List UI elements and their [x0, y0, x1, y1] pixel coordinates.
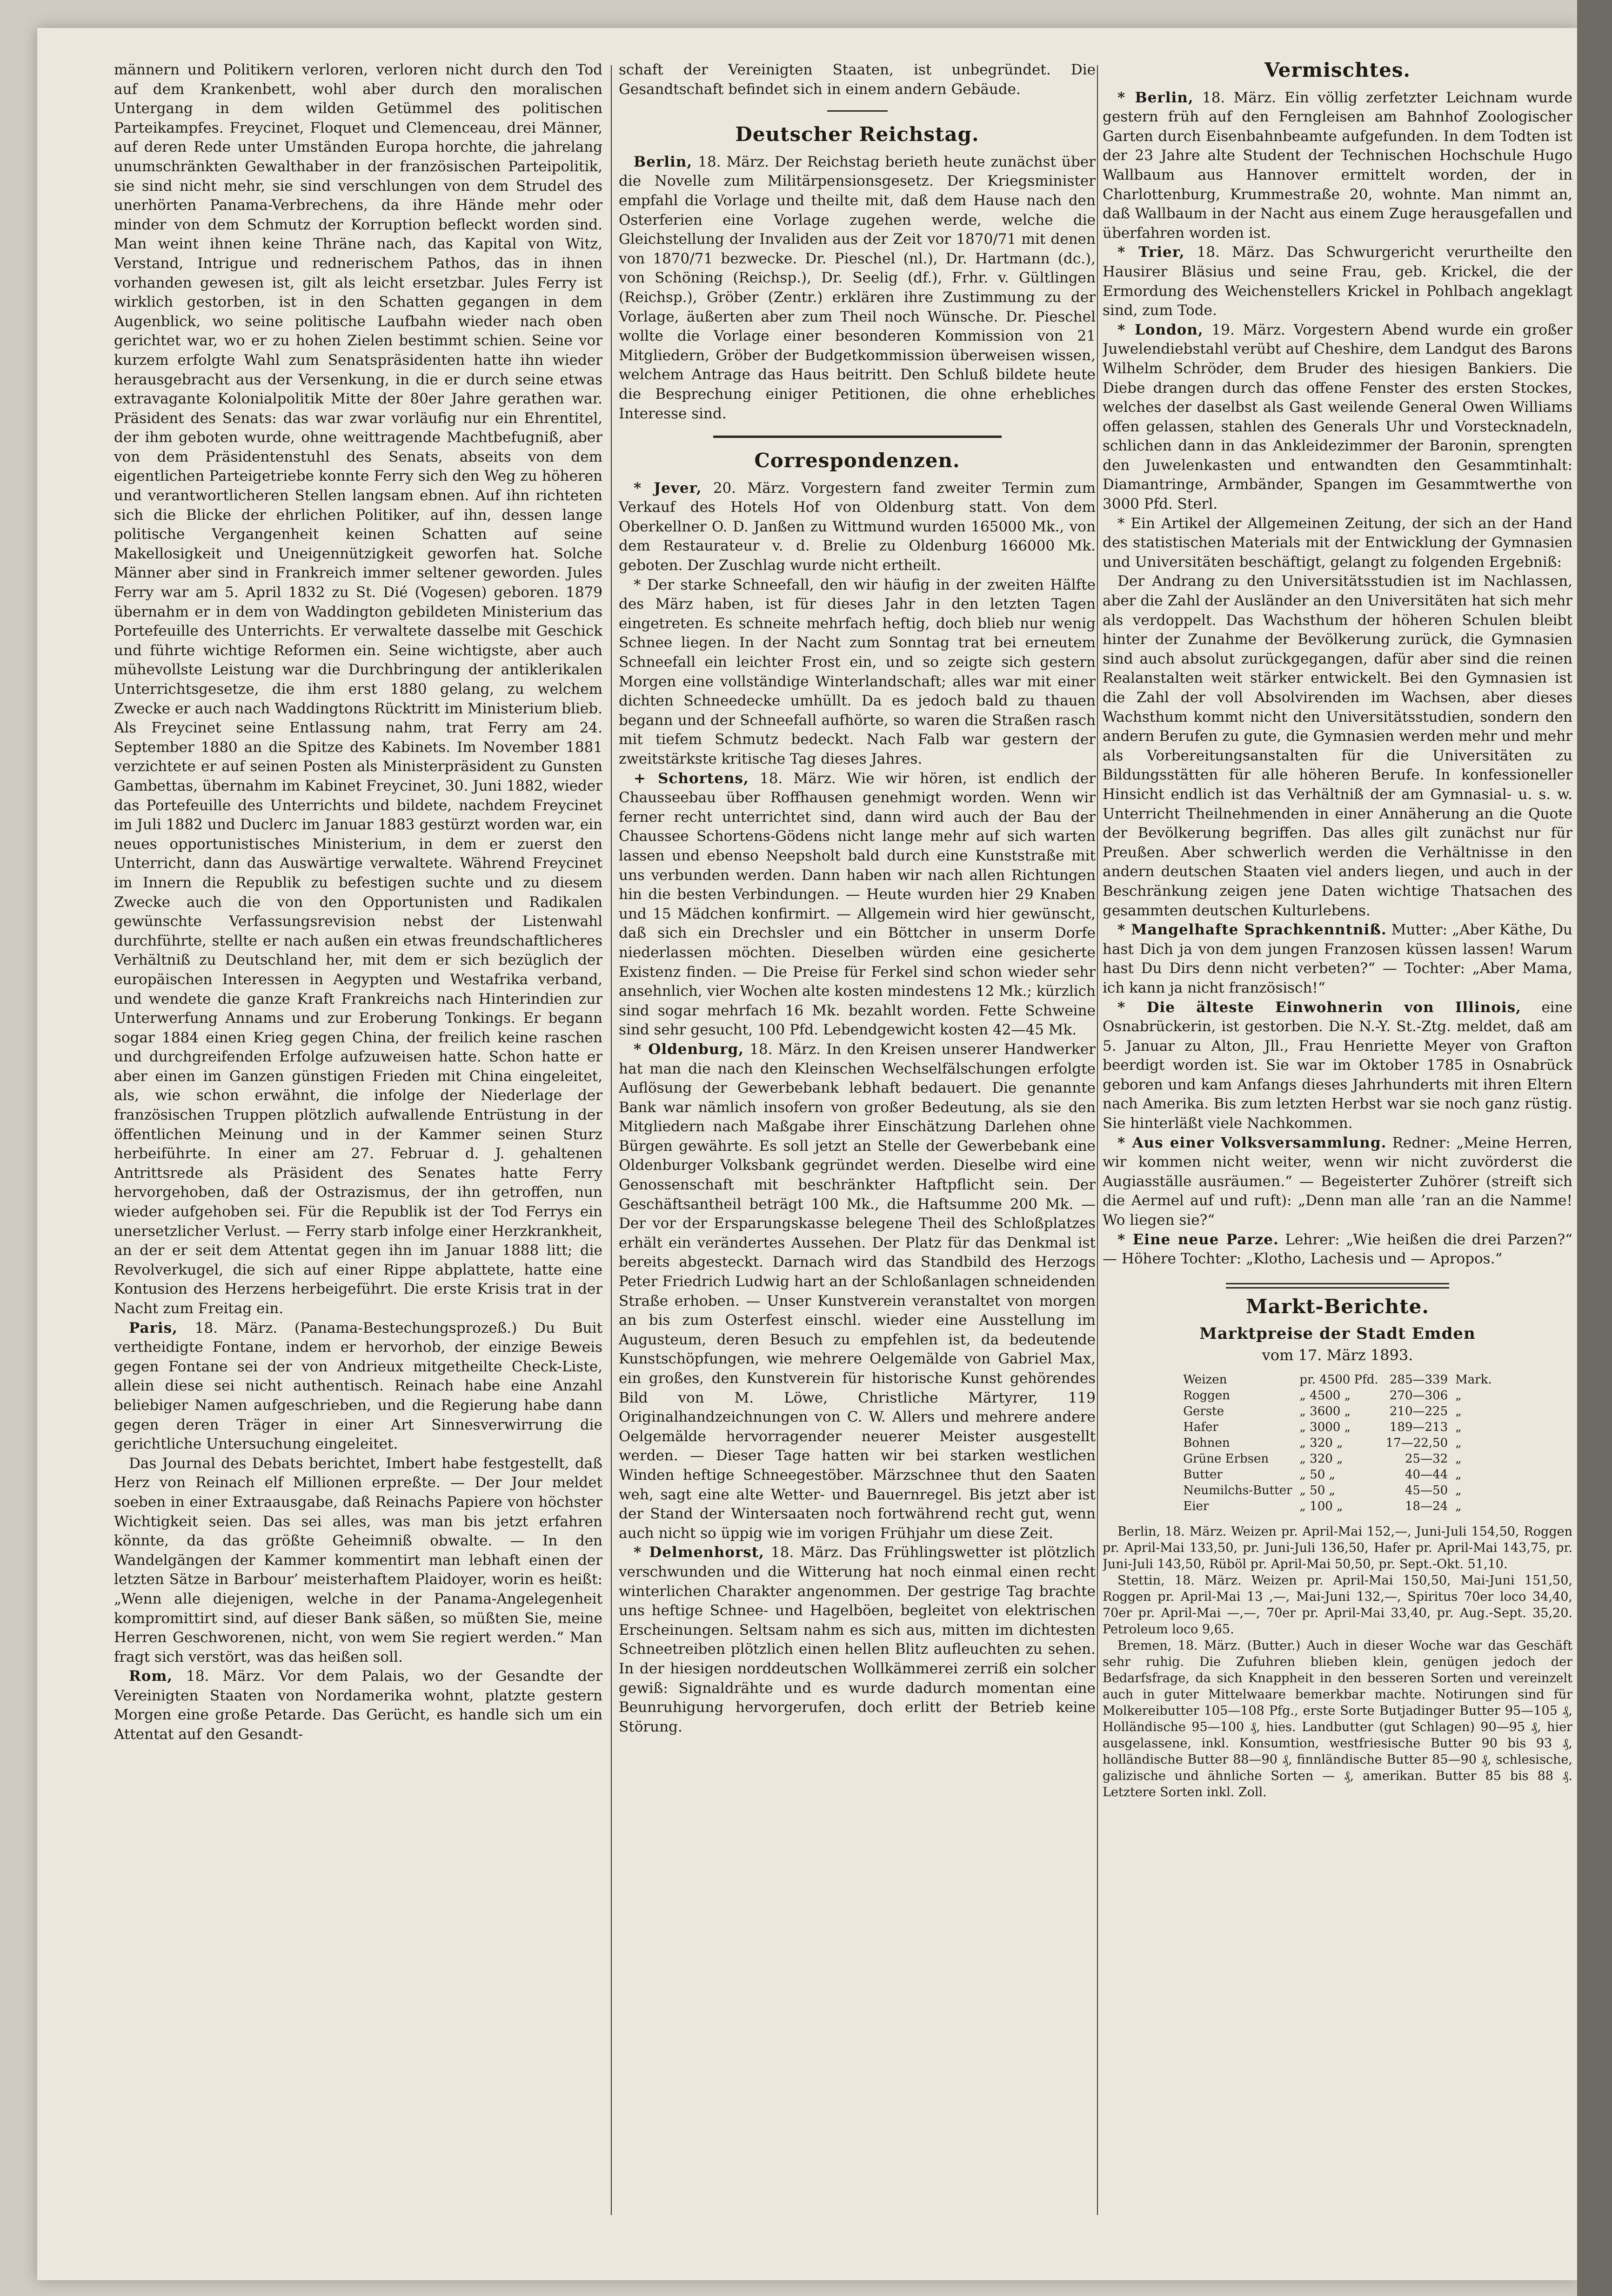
- unit: „ 50 „: [1299, 1467, 1335, 1482]
- article-berlin: [1103, 88, 1572, 243]
- dateline: * Die älteste Einwohnerin von Illinois,: [1117, 999, 1521, 1016]
- article-body: Redner: „Meine Herren, wir kommen nicht weiter, wenn wir nicht zuvörderst die Augiasställe ausräumen.“ — Begeisterter Zuhörer (streift sich die Aermel auf und ruft): „Denn man alle ’ran an die Namme! Wo liegen sie?“: [1103, 1134, 1572, 1229]
- unit: „ 320 „: [1299, 1436, 1343, 1450]
- article-paragraph: Das Journal des Debats berichtet, Imbert habe festgestellt, daß Herz von Reinach elf Millionen erpreßte. — Der Jour meldet soeben in einer Extraausgabe, daß Reinachs Papiere von höchster Wichtigkeit seien. Das sei alles, was man bis jetzt erfahren könnte, da das größte Geheimniß obwalte. — In den Wandelgängen der Kammer kommentirt man lebhaft einen der letzten Sätze in Barbour’ meisterhaftem Plaidoyer, worin es heißt: „Wenn alle diejenigen, welche in der Panama-Angelegenheit kompromittirt sind, auf dieser Bank säßen, so müßten Sie, meine Herren Geschworenen, nicht, von wem Sie regiert werden.“ Man fragt sich verstört, was das heißen soll.: [114, 1455, 602, 1665]
- price-table: [1179, 1372, 1495, 1514]
- article-body: eine Osnabrückerin, ist gestorben. Die N.-Y. St.-Ztg. meldet, daß am 5. Januar zu Alton, Jll., Frau Henriette Meyer von Grafton beerdigt worden ist. Sie war im Oktober 1785 in Osnabrück geboren und kam Anfangs dieses Jahrhunderts mit ihren Eltern nach Amerika. Bis zum letzten Herbst war sie noch ganz rüstig. Sie hinterläßt viele Nachkommen.: [1103, 999, 1572, 1132]
- price-range: 210—225: [1389, 1404, 1448, 1418]
- unit: „ 100 „: [1299, 1499, 1343, 1513]
- dateline: * Eine neue Parze.: [1117, 1231, 1279, 1248]
- divider: [1226, 1283, 1449, 1289]
- article-body: Lehrer: „Wie heißen die drei Parzen?“ — Höhere Tochter: „Klotho, Lachesis und — Apropos.“: [1103, 1231, 1572, 1268]
- article-oldenburg: [619, 1040, 1096, 1543]
- dateline: * Delmenhorst,: [634, 1544, 764, 1561]
- article-berlin: [619, 153, 1096, 423]
- article-volksversammlung: [1103, 1134, 1572, 1230]
- column-rule: [611, 65, 612, 2215]
- unit: „ 3600 „: [1299, 1404, 1351, 1418]
- column-3: [1103, 60, 1572, 2229]
- market-report-stettin: Stettin, 18. März. Weizen pr. April-Mai 150,50, Mai-Juni 151,50, Roggen pr. April-Mai 13 ,—, Mai-Juni 132,—, Spiritus 70er loco 34,40, 70er pr. April-Mai —,—, 70er pr. April-Mai 33,40, pr. Aug.-Sept. 35,20. Petroleum loco 9,65.: [1103, 1573, 1572, 1637]
- dateline: * Trier,: [1117, 244, 1185, 261]
- article-parze: [1103, 1230, 1572, 1269]
- price-range: 17—22,50: [1385, 1436, 1448, 1450]
- article-continuation: schaft der Vereinigten Staaten, ist unbegründet. Die Gesandtschaft befindet sich in einem andern Gebäude.: [619, 61, 1096, 98]
- unit: „ 3000 „: [1299, 1420, 1351, 1434]
- dateline: Rom,: [129, 1668, 173, 1685]
- currency: „: [1455, 1451, 1462, 1466]
- dateline: * Jever,: [634, 479, 702, 497]
- article-delmenhorst: [619, 1543, 1096, 1737]
- article-body: 18. März. Wie wir hören, ist endlich der Chausseebau über Roffhausen genehmigt worden. Wenn wir ferner recht unterrichtet sind, dann wird auch der Bau der Chaussee Schortens-Gödens nicht lange mehr auf sich warten lassen und ebenso Neepsholt bald durch eine Kunststraße mit uns verbunden werden. Dann haben wir nach allen Richtungen hin die besten Verbindungen. — Heute wurden hier 29 Knaben und 15 Mädchen konfirmirt. — Allgemein wird hier gewünscht, daß sich ein Drechsler und ein Böttcher in unserm Dorfe niederlassen möchten. Dieselben würden eine gesicherte Existenz finden. — Die Preise für Ferkel sind schon wieder sehr ansehnlich, vier Wochen alte kosten mindestens 12 Mk.; kürzlich sind sogar mehrfach 16 Mk. bezahlt worden. Fette Schweine sind sehr gesucht, 100 Pfd. Lebendgewicht kosten 42—45 Mk.: [619, 770, 1096, 1039]
- article-body: 18. März. (Panama-Bestechungsprozeß.) Du Buit vertheidigte Fontane, indem er hervorhob, der einzige Beweis gegen Fontane sei der von Andrieux mitgetheilte Check-Liste, allein diese sei nicht authentisch. Reinach habe eine Anzahl beliebiger Namen aufgeschrieben, und die Regierung habe dann gegen deren Träger in einer Art Sinnesverwirrung die gerichtliche Untersuchung eingeleitet.: [114, 1319, 602, 1453]
- section-heading-reichstag: Deutscher Reichstag.: [735, 123, 979, 146]
- price-row: [1179, 1403, 1495, 1419]
- commodity: Gerste: [1183, 1404, 1224, 1418]
- article-body: 18. März. Das Frühlingswetter ist plötzlich verschwunden und die Witterung hat noch einmal einen recht winterlichen Charakter angenommen. Der gestrige Tag brachte uns heftige Schnee- und Hagelböen, begleitet von elektrischen Erscheinungen. Seltsam nahm es sich aus, mitten im dichtesten Schneetreiben plötzlich einen hellen Blitz aufleuchten zu sehen. In der hiesigen norddeutschen Wollkämmerei zerriß ein solcher gewiß: Signaldrähte und es wurde dadurch momentan eine Beunruhigung hervorgerufen, doch erlitt der Betrieb keine Störung.: [619, 1544, 1096, 1735]
- price-row: [1179, 1483, 1495, 1498]
- price-range: 270—306: [1389, 1388, 1448, 1403]
- price-row: [1179, 1419, 1495, 1435]
- article-illinois: [1103, 998, 1572, 1134]
- unit: „ 50 „: [1299, 1483, 1335, 1497]
- price-row: [1179, 1388, 1495, 1403]
- price-row: [1179, 1467, 1495, 1483]
- article-schortens: [619, 769, 1096, 1040]
- divider: [713, 436, 1002, 438]
- column-rule: [1097, 65, 1098, 2215]
- dateline: * Aus einer Volksversammlung.: [1117, 1134, 1387, 1151]
- unit: „ 4500 „: [1299, 1388, 1351, 1403]
- price-range: 40—44: [1405, 1467, 1448, 1482]
- article-body: 20. März. Vorgestern fand zweiter Termin zum Verkauf des Hotels Hof von Oldenburg statt. Von dem Oberkellner O. D. Janßen zu Wittmund wurden 165000 Mk., von dem Restaurateur v. d. Brelie zu Oldenburg 166000 Mk. geboten. Der Zuschlag wurde nicht ertheilt.: [619, 479, 1096, 574]
- page-edge: [1577, 0, 1612, 2296]
- dateline: Berlin,: [634, 153, 693, 170]
- article-paragraph: Der Andrang zu den Universitätsstudien ist im Nachlassen, aber die Zahl der Ausländer an den Universitäten hat sich mehr als verdoppelt. Das Wachsthum der höheren Schulen bleibt hinter der Zunahme der Bevölkerung zurück, die Gymnasien sind auch absolut zurückgegangen, dafür aber sind die reinen Realanstalten weit stärker entwickelt. Bei den Gymnasien ist die Zahl der voll Absolvirenden im Wachsen, aber dieses Wachsthum kommt nicht den Universitätsstudien, sondern den andern Berufen zu gute, die Gymnasien werden mehr und mehr als Vorbereitungsanstalten für die Universitäten zu Bildungsstätten für alle höheren Berufe. In konfessioneller Hinsicht endlich ist das Verhältniß der am Gymnasial- u. s. w. Unterricht Theilnehmenden in einer Annäherung an die Quote der Bevölkerung begriffen. Das alles gilt zunächst nur für Preußen. Aber schwerlich werden die Verhältnisse in den andern deutschen Staaten viel anders liegen, und auch in der Beschränkung zeigen jene Daten wichtige Thatsachen des gesammten deutschen Kulturlebens.: [1103, 573, 1572, 919]
- price-range: 285—339: [1389, 1372, 1448, 1387]
- article-body: 18. März. Vor dem Palais, wo der Gesandte der Vereinigten Staaten von Nordamerika wohnt, platzte gestern Morgen eine große Petarde. Das Gerücht, es handle sich um ein Attentat auf den Gesandt-: [114, 1668, 602, 1743]
- dateline: * Mangelhafte Sprachkenntniß.: [1117, 921, 1387, 939]
- dateline: + Schortens,: [634, 770, 749, 787]
- commodity: Neumilchs-Butter: [1183, 1483, 1292, 1497]
- divider: [827, 110, 888, 112]
- currency: „: [1455, 1499, 1462, 1513]
- market-report-berlin: Berlin, 18. März. Weizen pr. April-Mai 152,—, Juni-Juli 154,50, Roggen pr. April-Mai 133,50, pr. Juni-Juli 136,50, Hafer pr. April-Mai 143,75, pr. Juni-Juli 143,50, Rüböl pr. April-Mai 50,50, pr. Sept.-Okt. 51,10.: [1103, 1524, 1572, 1571]
- currency: „: [1455, 1436, 1462, 1450]
- article-london: [1103, 321, 1572, 514]
- article-paragraph: * Der starke Schneefall, den wir häufig in der zweiten Hälfte des März haben, ist für dieses Jahr in den letzten Tagen eingetreten. Es schneite mehrfach heftig, doch blieb nur wenig Schnee liegen. In der Nacht zum Sonntag trat bei erneutem Schneefall ein leichter Frost ein, und so zeigte sich gestern Morgen eine vollständige Winterlandschaft; alles war mit einer dichten Schneedecke umhüllt. Da es jedoch bald zu thauen begann und der Schneefall aufhörte, so waren die Straßen rasch mit tiefem Schmutz bedeckt. Nach Falb war gestern der zweitstärkste kritische Tag dieses Jahres.: [619, 576, 1096, 767]
- price-range: 45—50: [1405, 1483, 1448, 1497]
- price-range: 25—32: [1405, 1451, 1448, 1466]
- article-sprachkenntniss: [1103, 920, 1572, 998]
- section-heading-correspondenzen: Correspondenzen.: [754, 449, 960, 472]
- currency: „: [1455, 1467, 1462, 1482]
- commodity: Grüne Erbsen: [1183, 1451, 1269, 1466]
- currency: „: [1455, 1483, 1462, 1497]
- market-subtitle: Marktpreise der Stadt Emden: [1199, 1324, 1476, 1343]
- article-gymnasien: * Ein Artikel der Allgemeinen Zeitung, der sich an der Hand des statistischen Materials mit der Entwicklung der Gymnasien und Universitäten beschäftigt, gelangt zu folgenden Ergebniß:: [1103, 515, 1572, 571]
- currency: „: [1455, 1388, 1462, 1403]
- article-body: 18. März. Ein völlig zerfetzter Leichnam wurde gestern früh auf den Ferngleisen am Bahnhof Zoologischer Garten durch Eisenbahnbeamte aufgefunden. In dem Todten ist der 23 Jahre alte Student der Technischen Hochschule Hugo Wallbaum aus Hannover ermittelt worden, der in Charlottenburg, Krummestraße 20, wohnte. Man nimmt an, daß Wallbaum in der Nacht aus einem Zuge herausgefallen und überfahren worden ist.: [1103, 89, 1572, 242]
- article-jever: [619, 479, 1096, 576]
- dateline: Paris,: [129, 1319, 178, 1336]
- ferry-article: männern und Politikern verloren, verloren nicht durch den Tod auf dem Krankenbett, wohl aber durch den moralischen Untergang in dem wilden Getümmel des politischen Parteikampfes. Freycinet, Floquet und Clemenceau, drei Männer, auf deren Rede unter Umständen Europa horchte, die jahrelang unumschränkten Gewalthaber in der französischen Parteipolitik, sie sind nicht mehr, sie sind verschlungen von dem Strudel des unerhörten Panama-Verbrechens, da ihre Hände mehr oder minder von dem Schmutz der Korruption befleckt worden sind. Man weint ihnen keine Thräne nach, das Kapital von Witz, Verstand, Intrigue und rednerischem Pathos, das in ihnen vorhanden gewesen ist, gilt als leicht ersetzbar. Jules Ferry ist wirklich gestorben, ist in den Schatten gegangen in dem Augenblick, wo seine politische Laufbahn wieder nach oben gerichtet war, wo er zu hohen Zielen bestimmt schien. Seine vor kurzem erfolgte Wahl zum Senatspräsidenten hatte ihn wieder herausgebracht aus der Versenkung, in die er durch seine etwas extravagante Kolonialpolitik Mitte der 80er Jahre gerathen war. Präsident des Senats: das war zwar vorläufig nur ein Ehrentitel, der ihm geboten wurde, ohne weittragende Machtbefugniß, aber von dem Präsidentenstuhl des Senats, abseits von dem eigentlichen Parteigetriebe konnte Ferry sich den Weg zu höheren und verantwortlicheren Stellen langsam ebnen. Auf ihn richteten sich die Blicke der ehrlichen Politiker, auf ihn, dessen lange politische Vergangenheit keinen Schatten auf seine Makellosigkeit und Uneigennützigkeit geworfen hat. Solche Männer aber sind in Frankreich immer seltener geworden. Jules Ferry war am 5. April 1832 zu St. Dié (Vogesen) geboren. 1879 übernahm er in dem von Waddington gebildeten Ministerium das Portefeuille des Unterrichts. Er verwaltete dasselbe mit Geschick und führte wichtige Reformen ein. Seine wichtigste, aber auch mühevollste Leistung war die Durchbringung der antiklerikalen Unterrichtsgesetze, die ihm erst 1880 gelang, zu welchem Zwecke er auch nach Waddingtons Rücktritt im Ministerium blieb. Als Freycinet seine Entlassung nahm, trat Ferry am 24. September 1880 an die Spitze des Kabinets. Im November 1881 verzichtete er auf seinen Posten als Ministerpräsident zu Gunsten Gambettas, übernahm im Kabinet Freycinet, 30. Juni 1882, wieder das Portefeuille des Unterrichts und bildete, nachdem Freycinet im Juli 1882 und Duclerc im Januar 1883 gestürzt worden war, ein neues opportunistisches Ministerium, in dem er zuerst den Unterricht, dann das Auswärtige verwaltete. Während Freycinet im Innern die Republik zu befestigen suchte und zu diesem Zwecke auch die von den Opportunisten und Radikalen gewünschte Verfassungsrevision nebst der Listenwahl durchführte, stellte er nach außen ein etwas freundschaftlicheres Verhältniß zu Deutschland her, mit dem er sich bezüglich der europäischen Interessen in Aegypten und Westafrika verband, und wendete die ganze Kraft Frankreichs nach Hinterindien zur Unterwerfung Annams und zur Eroberung Tonkings. Er begann sogar 1884 einen Krieg gegen China, der freilich keine raschen und durchgreifenden Erfolge aufzuweisen hatte. Schon hatte er aber einen im Ganzen günstigen Frieden mit China eingeleitet, als, wie schon erwähnt, die infolge der Niederlage der französischen Truppen plötzlich aufwallende Entrüstung in der öffentlichen Meinung und in der Kammer seinen Sturz herbeiführte. In einer am 27. Februar d. J. gehaltenen Antrittsrede als Präsident des Senates hatte Ferry hervorgehoben, daß der Ostrazismus, der ihn getroffen, nun wieder aufgehoben sei. Für die Republik ist der Tod Ferrys ein unersetzlicher Verlust. — Ferry starb infolge einer Herzkrankheit, an der er seit dem Attentat gegen ihn im Januar 1888 litt; die Revolverkugel, die sich auf einer Rippe abplattete, hatte eine Kontusion des Herzens herbeigeführt. Die erste Krisis trat in der Nacht zum Freitag ein.: [114, 61, 602, 1317]
- dateline: * London,: [1117, 321, 1204, 338]
- commodity: Butter: [1183, 1467, 1223, 1482]
- market-date: vom 17. März 1893.: [1262, 1346, 1413, 1364]
- commodity: Weizen: [1183, 1372, 1227, 1387]
- article-paris: [114, 1319, 602, 1454]
- commodity: Roggen: [1183, 1388, 1230, 1403]
- dateline: * Berlin,: [1117, 89, 1194, 106]
- article-body: 18. März. Das Schwurgericht verurtheilte den Hausirer Bläsius und seine Frau, geb. Krickel, die der Ermordung des Weichenstellers Krickel in Pohlbach angeklagt sind, zum Tode.: [1103, 244, 1572, 319]
- article-body: 18. März. In den Kreisen unserer Handwerker hat man die nach den Kleinschen Wechselfälschungen erfolgte Auflösung der Gewerbebank lebhaft bedauert. Die genannte Bank war nämlich insofern von großer Bedeutung, als sie den Mitgliedern nach Maßgabe ihrer Einschätzung Darlehen ohne Bürgen gewährte. Es soll jetzt an Stelle der Gewerbebank eine Oldenburger Volksbank gegründet werden. Dieselbe wird eine Genossenschaft mit beschränkter Haftpflicht sein. Der Geschäftsantheil beträgt 100 Mk., die Haftsumme 200 Mk. — Der vor der Ersparungskasse belegene Theil des Schloßplatzes erhält ein verändertes Aussehen. Der Platz für das Denkmal ist bereits abgesteckt. Darnach wird das Standbild des Herzogs Peter Friedrich Ludwig hart an der Schloßanlagen schneidenden Straße erhoben. — Unser Kunstverein veranstaltet von morgen an bis zum Osterfest einschl. wieder eine Ausstellung im Augusteum, deren Besuch zu empfehlen ist, da bedeutende Kunstschöpfungen, wie mehrere Oelgemälde von Gabriel Max, ein großes, den Kunstverein für historische Kunst gehörendes Bild von M. Löwe, Christliche Märtyrer, 119 Originalhandzeichnungen von C. W. Allers und mehrere andere Oelgemälde hervorragender neuerer Meister ausgestellt werden. — Dieser Tage hatten wir bei starken westlichen Winden heftige Schneegestöber. Märzschnee thut den Saaten weh, sagt eine alte Wetter- und Bauernregel. Bis jetzt aber ist der Stand der Wintersaaten noch fortwährend recht gut, wenn auch nicht so üppig wie im vorigen Frühjahr um diese Zeit.: [619, 1041, 1096, 1542]
- section-heading-vermischtes: Vermischtes.: [1264, 60, 1411, 81]
- article-rom: [114, 1667, 602, 1744]
- article-trier: [1103, 243, 1572, 320]
- price-range: 18—24: [1405, 1499, 1448, 1513]
- price-row: [1179, 1372, 1495, 1388]
- column-2: [619, 60, 1096, 2229]
- price-row: [1179, 1498, 1495, 1514]
- section-heading-markt: Markt-Berichte.: [1246, 1295, 1429, 1318]
- currency: „: [1455, 1420, 1462, 1434]
- price-row: [1179, 1435, 1495, 1451]
- price-row: [1179, 1451, 1495, 1467]
- commodity: Hafer: [1183, 1420, 1218, 1434]
- dateline: * Oldenburg,: [634, 1041, 744, 1058]
- currency: Mark.: [1455, 1372, 1492, 1387]
- commodity: Eier: [1183, 1499, 1209, 1513]
- article-body: 19. März. Vorgestern Abend wurde ein großer Juwelendiebstahl verübt auf Cheshire, dem Landgut des Barons Wilhelm Schröder, dem Bruder des hiesigen Bankiers. Die Diebe drangen durch das offene Fenster des ersten Stockes, welches der daselbst als Gast weilende General Owen Williams offen gelassen, stahlen des Generals Uhr und Vorstecknadeln, schlichen dann in das Ankleidezimmer der Baronin, sprengten den Juwelenkasten und entwandten den Gesammtinhalt: Diamantringe, Armbänder, Spangen im Gesammtwerthe von 3000 Pfd. Sterl.: [1103, 321, 1572, 513]
- article-body: Mutter: „Aber Käthe, Du hast Dich ja von dem jungen Franzosen küssen lassen! Warum hast Du Dirs denn nicht verbeten?“ — Tochter: „Aber Mama, ich kann ja nicht französisch!“: [1103, 921, 1572, 996]
- commodity: Bohnen: [1183, 1436, 1230, 1450]
- unit: „ 320 „: [1299, 1451, 1343, 1466]
- currency: „: [1455, 1404, 1462, 1418]
- article-body: 18. März. Der Reichstag berieth heute zunächst über die Novelle zum Militärpensionsgesetz. Der Kriegsminister empfahl die Vorlage und theilte mit, daß dem Hause nach den Osterferien eine Vorlage zugehen werde, welche die Gleichstellung der Invaliden aus der Zeit vor 1870/71 mit denen von 1870/71 bezwecke. Dr. Pieschel (nl.), Dr. Hartmann (dc.), von Schöning (Reichsp.), Dr. Seelig (df.), Frhr. v. Gültlingen (Reichsp.), Gröber (Zentr.) erklären ihre Zustimmung zu der Vorlage, äußerten aber zum Theil noch Wünsche. Dr. Pieschel wollte die Vorlage einer besonderen Kommission von 21 Mitgliedern, Gröber der Budgetkommission überweisen wissen, welchem Antrage das Haus beitritt. Den Schluß bildete heute die Besprechung einiger Petitionen, die ohne erhebliches Interesse sind.: [619, 153, 1096, 422]
- market-report-bremen: Bremen, 18. März. (Butter.) Auch in dieser Woche war das Geschäft sehr ruhig. Die Zufuhren blieben klein, genügen jedoch der Bedarfsfrage, da sich Knappheit in den besseren Sorten und vereinzelt auch in guter Mittelwaare bemerkbar machte. Notirungen sind für Molkereibutter 105—108 Pfg., erste Sorte Butjadinger Butter 95—105 ₰, Holländische 95—100 ₰, hies. Landbutter (gut Schlagen) 90—95 ₰, hier ausgelassene, inkl. Konsumtion, westfriesische Butter 90 bis 93 ₰, holländische Butter 88—90 ₰, finnländische Butter 85—90 ₰, schlesische, galizische und ähnliche Sorten — ₰, amerikan. Butter 85 bis 88 ₰. Letztere Sorten inkl. Zoll.: [1103, 1638, 1572, 1799]
- price-range: 189—213: [1389, 1420, 1448, 1434]
- column-1: [114, 60, 602, 2229]
- unit: pr. 4500 Pfd.: [1299, 1372, 1378, 1387]
